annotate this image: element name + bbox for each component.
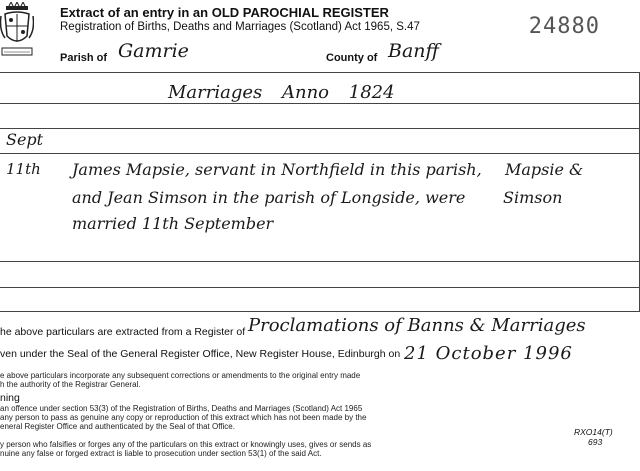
register-rule [0, 153, 640, 154]
serial-number: 24880 [528, 14, 600, 39]
document-subtitle: Registration of Births, Deaths and Marriages (Scotland) Act 1965, S.47 [60, 21, 420, 33]
warning-heading: ning [0, 392, 20, 404]
parish-value: Gamrie [118, 40, 189, 62]
seal-statement: ven under the Seal of the General Register Office, New Register House, Edinburgh on [0, 348, 401, 360]
extract-statement: he above particulars are extracted from a Register of [0, 326, 246, 338]
entry-line: and Jean Simson in the parish of Longside, were [72, 188, 466, 207]
register-bottom-rule [0, 311, 640, 312]
register-heading: Marriages Anno 1824 [168, 82, 395, 103]
margin-names: Simson [503, 188, 563, 207]
form-number: 693 [588, 437, 603, 447]
entry-line: married 11th September [72, 214, 274, 233]
register-rule [0, 128, 640, 129]
document-title: Extract of an entry in an OLD PAROCHIAL REGISTER [60, 5, 389, 20]
seal-date: 21 October 1996 [404, 343, 573, 364]
warning-line: eneral Register Office and authenticated by the Seal of that Office. [0, 422, 235, 431]
register-rule [0, 103, 640, 104]
warning-line: y person who falsifies or forges any of the particulars on this extract or knowingly uses, gives or sends as [0, 440, 372, 449]
warning-line: an offence under section 53(3) of the Registration of Births, Deaths and Marriages (Scotland) Act 1965 [0, 404, 363, 413]
county-value: Banff [388, 40, 439, 62]
royal-crest-icon [0, 2, 34, 62]
form-code: RXO14(T) [574, 427, 613, 437]
register-rule [0, 287, 640, 288]
register-rule [0, 261, 640, 262]
margin-names: Mapsie & [505, 160, 584, 179]
county-label: County of [326, 52, 378, 64]
register-top-rule [0, 72, 640, 73]
parish-label: Parish of [60, 52, 108, 64]
note-line: e above particulars incorporate any subsequent corrections or amendments to the original entry made [0, 371, 361, 380]
warning-line: nuine any false or forged extract is liable to prosecution under section 53(1) of the said Act. [0, 449, 322, 458]
warning-line: any person to pass as genuine any copy or reproduction of this extract which has not been made by the [0, 413, 367, 422]
register-name: Proclamations of Banns & Marriages [248, 315, 586, 336]
entry-date-month: Sept [6, 130, 44, 149]
entry-line: James Mapsie, servant in Northfield in this parish, [72, 160, 482, 179]
entry-date-day: 11th [6, 160, 41, 178]
note-line: h the authority of the Registrar General. [0, 380, 141, 389]
